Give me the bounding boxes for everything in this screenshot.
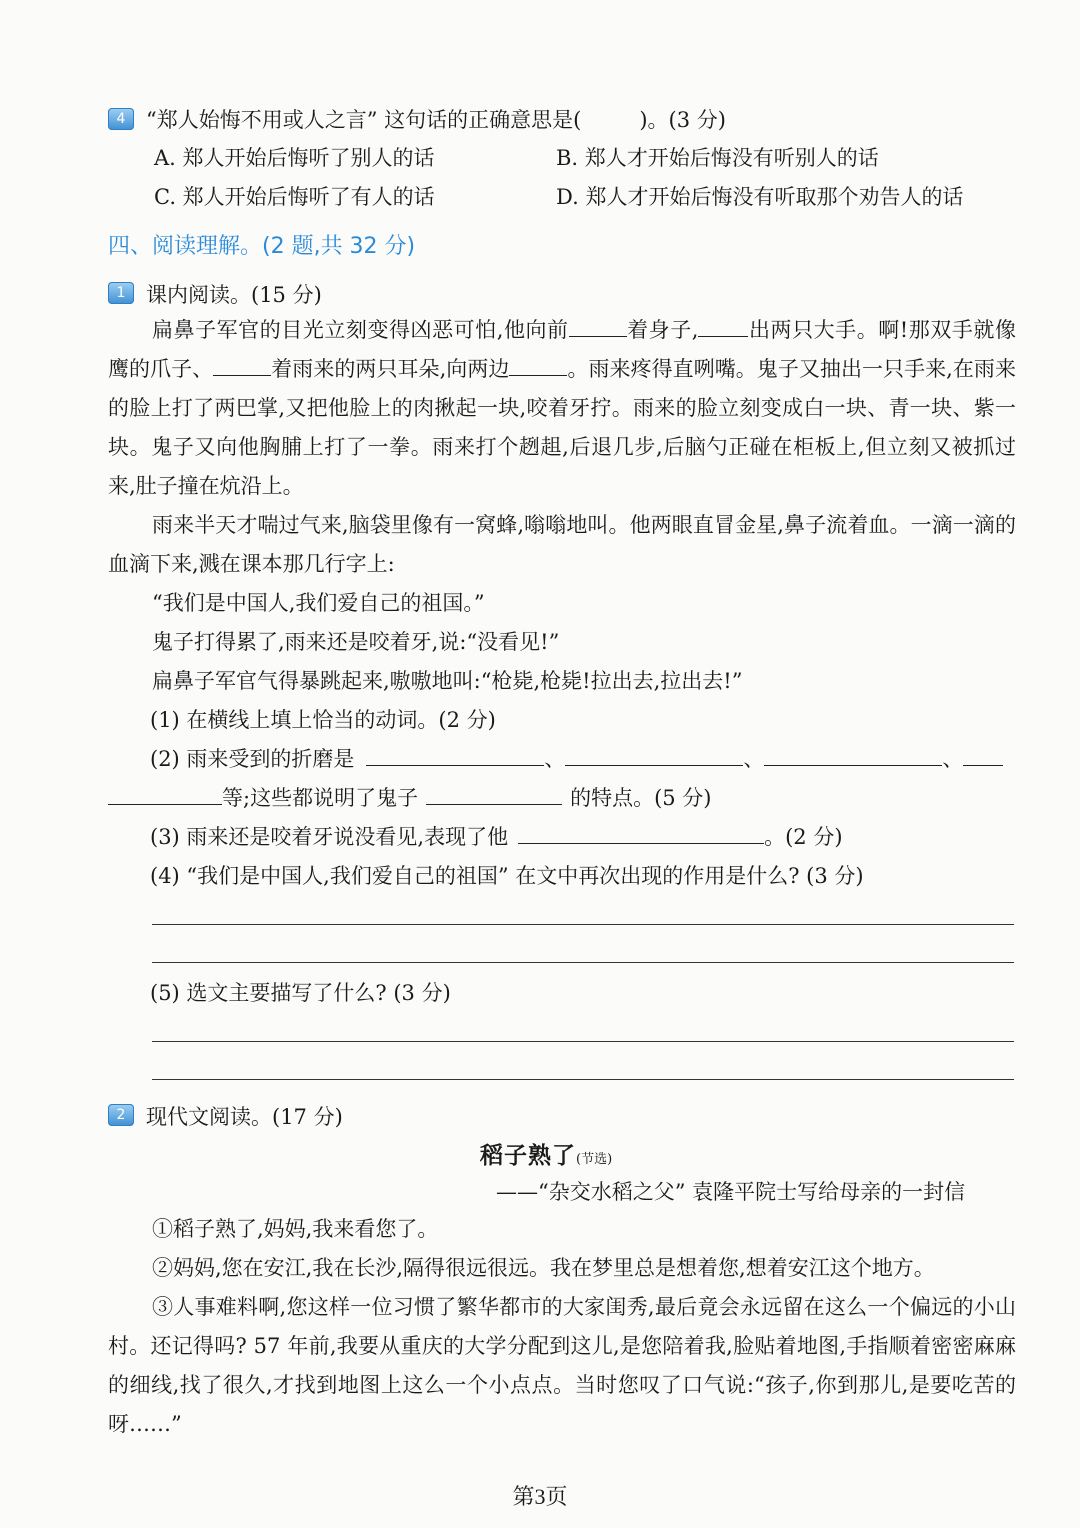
article-subtitle: ——“杂交水稻之父” 袁隆平院士写给母亲的一封信 [496, 1180, 966, 1204]
answer-blank-2d-cont[interactable] [108, 782, 222, 805]
sub-question-1: (1) 在横线上填上恰当的动词。(2 分) [150, 708, 496, 732]
article-paragraph-1: ①稻子熟了,妈妈,我来看您了。 [152, 1217, 439, 1241]
answer-line[interactable] [152, 924, 1014, 925]
sub-question-4: (4) “我们是中国人,我们爱自己的祖国” 在文中再次出现的作用是什么? (3 分) [150, 864, 864, 888]
answer-blank-2e[interactable] [426, 782, 562, 805]
option-a: A. 郑人开始后悔听了别人的话 [154, 146, 435, 170]
option-d: D. 郑人才开始后悔没有听取那个劝告人的话 [556, 185, 964, 209]
question-number-badge: 4 [108, 108, 134, 130]
fill-blank-4[interactable] [509, 353, 567, 376]
reading-2-heading: 现代文阅读。(17 分) [146, 1105, 343, 1129]
reading-1-paragraph-5: 扁鼻子军官气得暴跳起来,嗷嗷地叫:“枪毙,枪毙!拉出去,拉出去!” [152, 669, 743, 693]
fill-blank-1[interactable] [569, 314, 627, 337]
section-title: 四、阅读理解。(2 题,共 32 分) [108, 234, 416, 259]
answer-line[interactable] [152, 962, 1014, 963]
sub-question-3: (3) 雨来还是咬着牙说没看见,表现了他 。(2 分) [150, 821, 843, 851]
reading-1-paragraph-4: 鬼子打得累了,雨来还是咬着牙,说:“没看见!” [152, 630, 560, 654]
answer-blank-3[interactable] [518, 821, 764, 844]
article-paragraph-2: ②妈妈,您在安江,我在长沙,隔得很远很远。我在梦里总是想着您,想着安江这个地方。 [152, 1256, 935, 1280]
reading-1-heading: 课内阅读。(15 分) [146, 283, 322, 307]
answer-line[interactable] [152, 1079, 1014, 1080]
sub-question-5: (5) 选文主要描写了什么? (3 分) [150, 981, 451, 1005]
article-paragraph-3: ③人事难料啊,您这样一位习惯了繁华都市的大家闺秀,最后竟会永远留在这么一个偏远的小山村。还记得吗? 57 年前,我要从重庆的大学分配到这儿,是您陪着我,脸贴着地图,手指顺着密密麻麻的细线,找了很久,才找到地图上这么一个小点点。当时您叹了口气说:“孩子,你到那儿,是要吃苦的呀……” [108, 1295, 1016, 1436]
article-title-note: (节选) [576, 1152, 613, 1167]
reading-2-badge: 2 [108, 1104, 134, 1126]
reading-1-paragraph-3: “我们是中国人,我们爱自己的祖国。” [152, 591, 485, 615]
page-number: 第3页 [512, 1484, 568, 1509]
answer-blank-2d[interactable] [963, 743, 1003, 766]
fill-blank-3[interactable] [213, 353, 271, 376]
reading-1-paragraph-2: 雨来半天才喘过气来,脑袋里像有一窝蜂,嗡嗡地叫。他两眼直冒金星,鼻子流着血。一滴一滴的血滴下来,溅在课本那几行字上: [108, 513, 1016, 576]
answer-blank-2a[interactable] [366, 743, 544, 766]
sub-question-2: (2) 雨来受到的折磨是 、 、 、 [150, 743, 1003, 773]
answer-blank-2c[interactable] [764, 743, 942, 766]
question-4-score: )。(3 分) [639, 108, 726, 132]
sub-question-2-cont: 等;这些都说明了鬼子 的特点。(5 分) [108, 782, 712, 812]
option-b: B. 郑人才开始后悔没有听别人的话 [556, 146, 879, 170]
question-4-stem-text: “郑人始悔不用或人之言” 这句话的正确意思是( [146, 108, 582, 132]
fill-blank-2[interactable] [698, 314, 748, 337]
option-c: C. 郑人开始后悔听了有人的话 [154, 185, 435, 209]
answer-blank-2b[interactable] [565, 743, 743, 766]
article-title: 稻子熟了(节选) [480, 1142, 613, 1169]
reading-1-badge: 1 [108, 282, 134, 304]
question-4-stem [146, 104, 726, 134]
answer-line[interactable] [152, 1041, 1014, 1042]
reading-1-paragraph-1: 扁鼻子军官的目光立刻变得凶恶可怕,他向前 着身子, 出两只大手。啊!那双手就像鹰的爪子、 着雨来的两只耳朵,向两边 。雨来疼得直咧嘴。鬼子又抽出一只手来,在雨来的脸上打了两巴掌,又把他脸上的肉揪起一块,咬着牙拧。雨来的脸立刻变成白一块、青一块、紫一块。鬼子又向他胸脯上打了一拳。雨来打个趔趄,后退几步,后脑勺正碰在柜板上,但立刻又被抓过来,肚子撞在炕沿上。 [108, 311, 1016, 506]
